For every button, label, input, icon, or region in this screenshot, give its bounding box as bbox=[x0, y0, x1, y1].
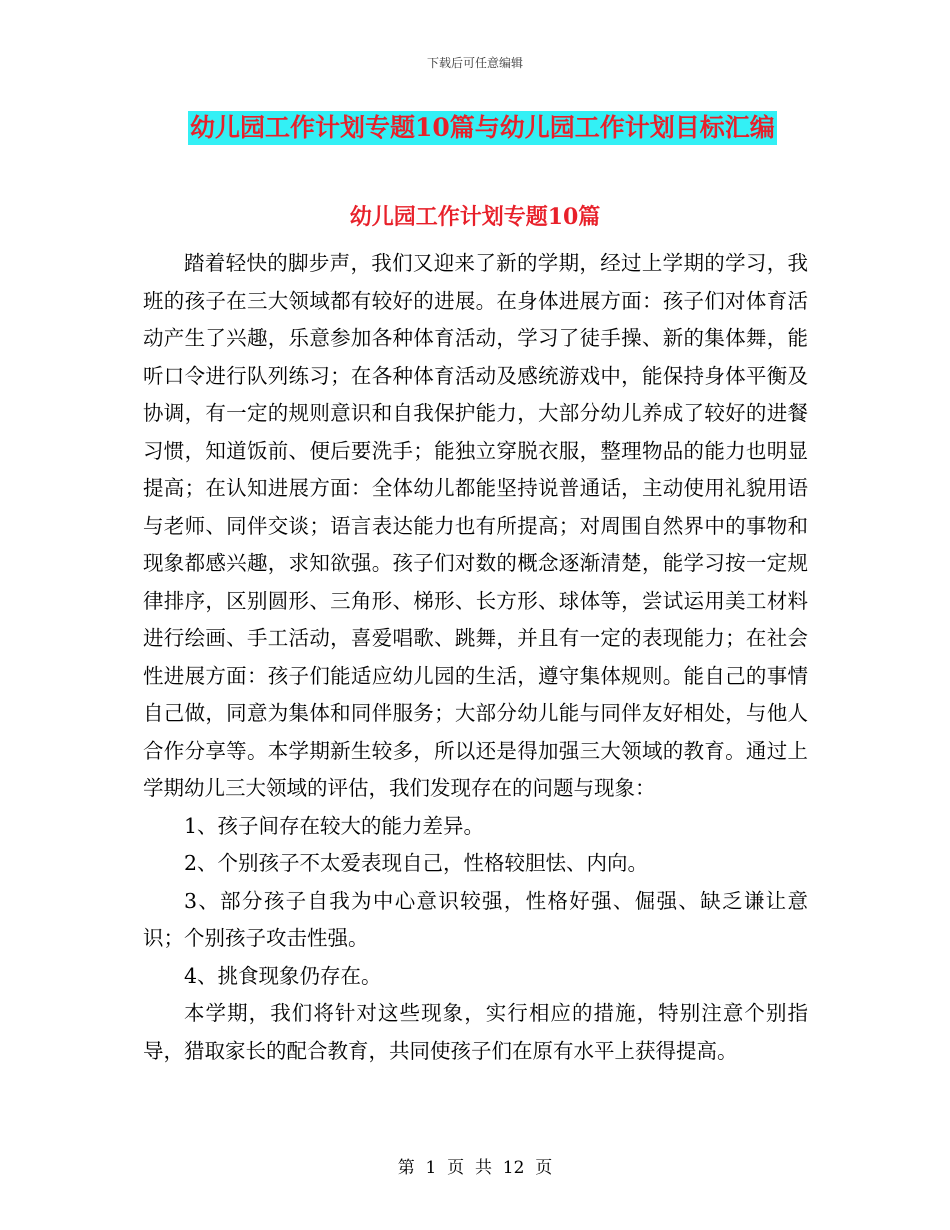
document-body bbox=[143, 245, 808, 1070]
paragraph-conclusion: 本学期，我们将针对这些现象，实行相应的措施，特别注意个别指导，猎取家长的配合教育，共同使孩子们在原有水平上获得提高。 bbox=[143, 1001, 808, 1063]
list-item-2: 2、个别孩子不太爱表现自己，性格较胆怯、内向。 bbox=[184, 851, 649, 875]
main-title: 幼儿园工作计划专题10篇与幼儿园工作计划目标汇编 bbox=[188, 111, 777, 145]
list-item-1: 1、孩子间存在较大的能力差异。 bbox=[184, 813, 485, 838]
paragraph-intro: 踏着轻快的脚步声，我们又迎来了新的学期，经过上学期的学习，我班的孩子在三大领域都有较好的进展。在身体进展方面：孩子们对体育活动产生了兴趣，乐意参加各种体育活动，学习了徒手操、新的集体舞，能听口令进行队列练习；在各种体育活动及感统游戏中，能保持身体平衡及协调，有一定的规则意识和自我保护能力，大部分幼儿养成了较好的进餐习惯，知道饭前、便后要洗手；能独立穿脱衣服，整理物品的能力也明显提高；在认知进展方面：全体幼儿都能坚持说普通话，主动使用礼貌用语与老师、同伴交谈；语言表达能力也有所提高；对周围自然界中的事物和现象都感兴趣，求知欲强。孩子们对数的概念逐渐清楚，能学习按一定规律排序，区别圆形、三角形、梯形、长方形、球体等，尝试运用美工材料进行绘画、手工活动，喜爱唱歌、跳舞，并且有一定的表现能力；在社会性进展方面：孩子们能适应幼儿园的生活，遵守集体规则。能自己的事情自己做，同意为集体和同伴服务；大部分幼儿能与同伴友好相处，与他人合作分享等。本学期新生较多，所以还是得加强三大领域的教育。通过上学期幼儿三大领域的评估，我们发现存在的问题与现象： bbox=[143, 251, 808, 800]
list-item-4: 4、挑食现象仍存在。 bbox=[184, 963, 382, 988]
sub-title: 幼儿园工作计划专题10篇 bbox=[349, 204, 601, 230]
page-footer: 第 1 页 共 12 页 bbox=[397, 1158, 553, 1178]
header-note: 下载后可任意编辑 bbox=[426, 56, 523, 70]
list-item-3: 3、部分孩子自我为中心意识较强，性格好强、倔强、缺乏谦让意识；个别孩子攻击性强。 bbox=[143, 888, 808, 950]
